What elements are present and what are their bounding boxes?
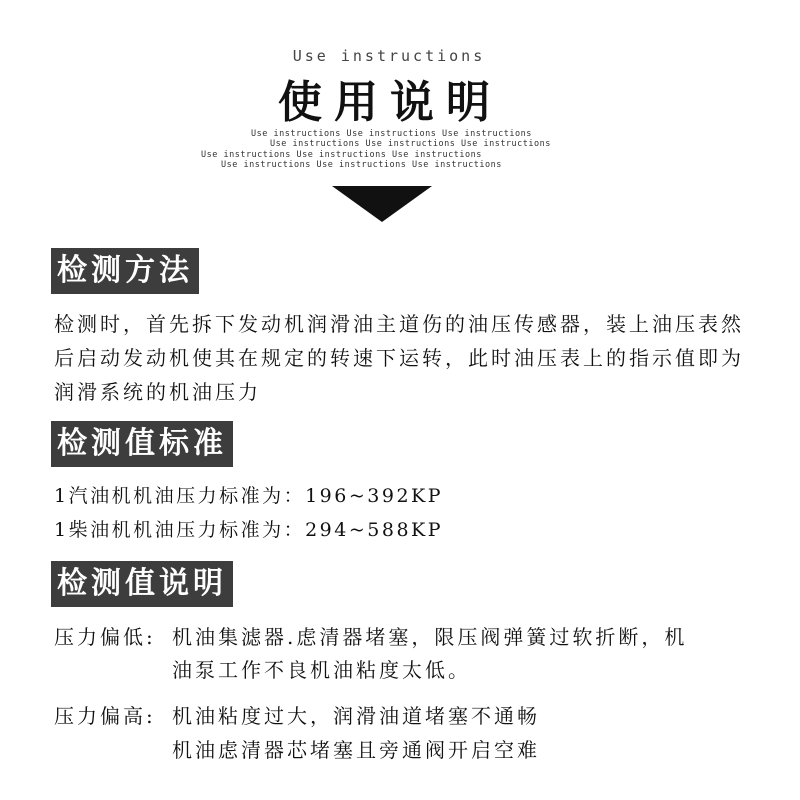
pressure-high-row bbox=[54, 699, 774, 733]
pressure-high-text: 机油粘度过大，润滑油道堵塞不通畅 bbox=[172, 704, 540, 728]
pressure-high-label: 压力偏高: bbox=[54, 704, 156, 728]
section-heading-method: 检测方法 bbox=[51, 248, 199, 294]
pressure-low-label: 压力偏低: bbox=[54, 625, 156, 649]
method-paragraph: 检测时，首先拆下发动机润滑油主道伤的油压传感器，装上油压表然后启动发动机使其在规定的转速下运转，此时油压表上的指示值即为润滑系统的机油压力 bbox=[54, 312, 744, 404]
pressure-low-text: 机油集滤器.虑清器堵塞，限压阀弹簧过软折断，机 bbox=[172, 625, 688, 649]
page-title: 使用说明 bbox=[278, 77, 502, 128]
header bbox=[0, 0, 800, 230]
decorative-text-line: Use instructions Use instructions Use instructions bbox=[221, 160, 502, 170]
section-heading-standard: 检测值标准 bbox=[51, 421, 233, 467]
standard-line-gasoline: 1汽油机机油压力标准为：196~392KP bbox=[54, 485, 444, 507]
decorative-text-line: Use instructions Use instructions Use instructions bbox=[251, 129, 532, 139]
down-triangle-icon bbox=[332, 186, 432, 222]
pressure-high-text-cont: 机油虑清器芯堵塞且旁通阀开启空难 bbox=[172, 738, 540, 762]
decorative-text-line: Use instructions Use instructions Use instructions bbox=[270, 139, 551, 149]
section-heading-explanation: 检测值说明 bbox=[51, 561, 233, 607]
decorative-text-line: Use instructions Use instructions Use instructions bbox=[201, 150, 482, 160]
standard-line-diesel: 1柴油机机油压力标准为：294~588KP bbox=[54, 519, 444, 541]
pressure-low-text-cont: 油泵工作不良机油粘度太低。 bbox=[172, 658, 471, 682]
pressure-low-row bbox=[54, 620, 774, 654]
header-kicker: Use instructions bbox=[292, 47, 486, 65]
